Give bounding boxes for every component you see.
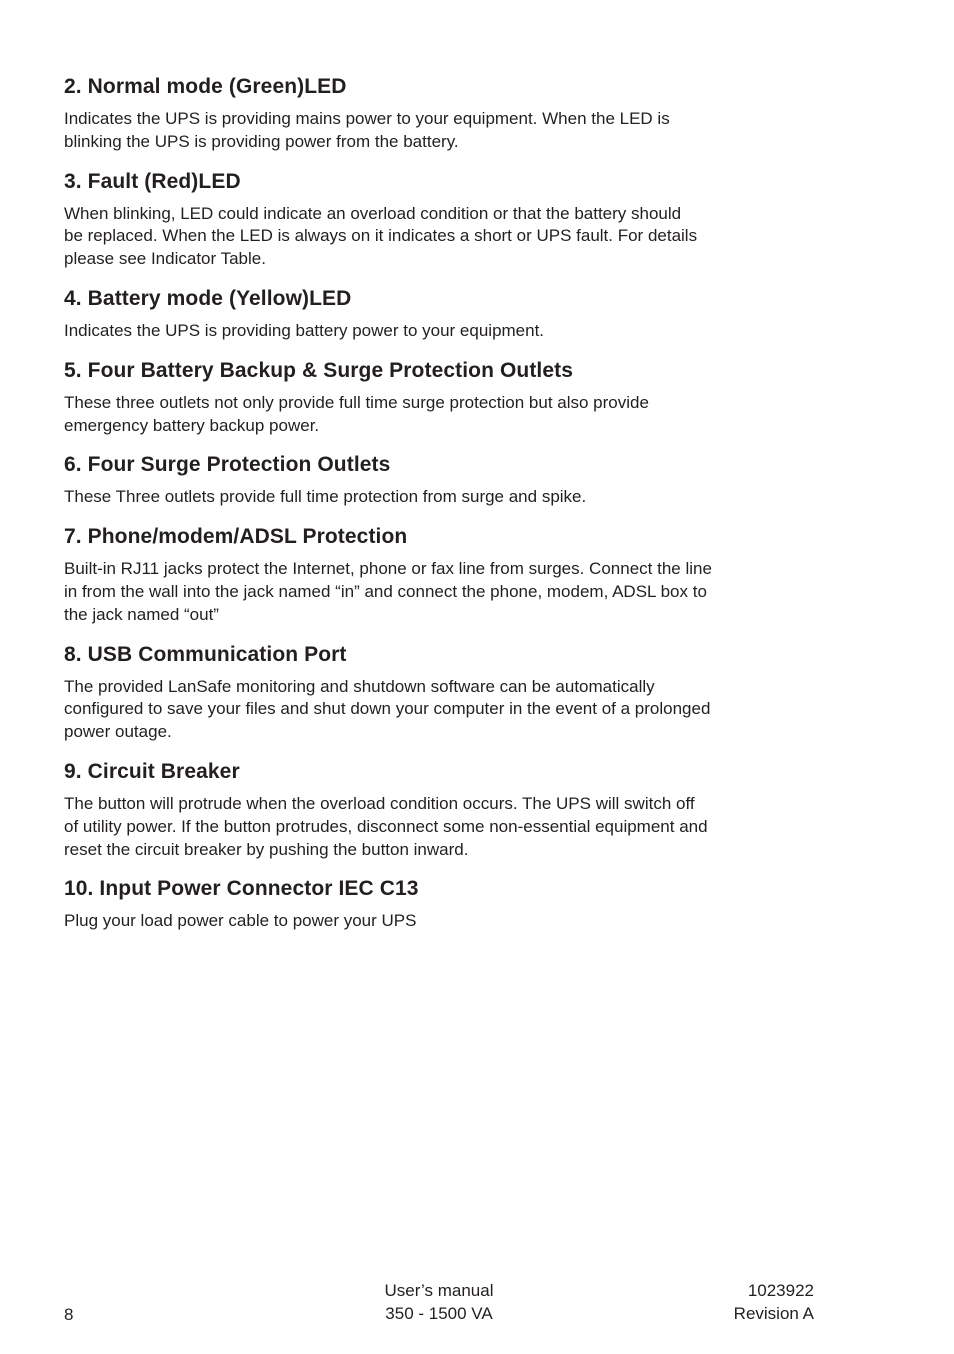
section-circuit-breaker xyxy=(64,757,824,861)
section-normal-mode-led xyxy=(64,72,824,154)
section-input-power-connector xyxy=(64,874,824,933)
footer-manual-title xyxy=(377,1279,501,1325)
section-usb-port xyxy=(64,640,824,744)
section-surge-protection-outlets xyxy=(64,450,824,509)
section-battery-mode-led xyxy=(64,284,824,343)
footer-revision: Revision A xyxy=(733,1304,814,1323)
footer-document-info xyxy=(734,1279,814,1325)
section-heading: 10. Input Power Connector IEC C13 xyxy=(64,877,419,901)
footer-model-range: 350 - 1500 VA xyxy=(385,1304,493,1323)
section-body: Built-in RJ11 jacks protect the Internet, phone or fax line from surges. Connect the line in from the wall into the jack named “in” and connect the phone, modem, ADSL box to the jack named “out” xyxy=(64,559,712,624)
section-heading: 6. Four Surge Protection Outlets xyxy=(64,453,391,477)
section-heading: 3. Fault (Red)LED xyxy=(64,169,241,193)
section-heading: 9. Circuit Breaker xyxy=(64,759,240,783)
section-body: The provided LanSafe monitoring and shutdown software can be automatically configured to save your files and shut down your computer in the event of a prolonged power outage. xyxy=(64,676,711,742)
section-heading: 7. Phone/modem/ADSL Protection xyxy=(64,525,408,549)
section-fault-led xyxy=(64,167,824,271)
section-heading: 5. Four Battery Backup & Surge Protection Outlets xyxy=(64,358,573,382)
section-body: Plug your load power cable to power your UPS xyxy=(64,911,417,931)
section-body: These Three outlets provide full time protection from surge and spike. xyxy=(64,487,587,507)
section-heading: 2. Normal mode (Green)LED xyxy=(64,75,347,98)
footer-document-number: 1023922 xyxy=(747,1281,814,1300)
page-number: 8 xyxy=(64,1305,74,1324)
section-heading: 4. Battery mode (Yellow)LED xyxy=(64,286,352,310)
section-body: Indicates the UPS is providing mains power to your equipment. When the LED is blinking the UPS is providing power from the battery. xyxy=(64,109,670,151)
footer-manual-label: User’s manual xyxy=(384,1281,494,1300)
section-body: The button will protrude when the overload condition occurs. The UPS will switch off of utility power. If the button protrudes, disconnect some non-essential equipment and reset the circuit breaker by pushing the button inward. xyxy=(64,793,708,859)
section-body: These three outlets not only provide full time surge protection but also provide emergency battery backup power. xyxy=(64,392,649,435)
section-heading: 8. USB Communication Port xyxy=(64,642,347,666)
document-content xyxy=(64,72,824,933)
section-battery-backup-outlets xyxy=(64,356,824,438)
section-body: When blinking, LED could indicate an overload condition or that the battery should be replaced. When the LED is always on it indicates a short or UPS fault. For details please see Indicator Table. xyxy=(64,203,698,269)
section-body: Indicates the UPS is providing battery power to your equipment. xyxy=(64,320,545,340)
section-phone-modem-adsl xyxy=(64,522,824,626)
